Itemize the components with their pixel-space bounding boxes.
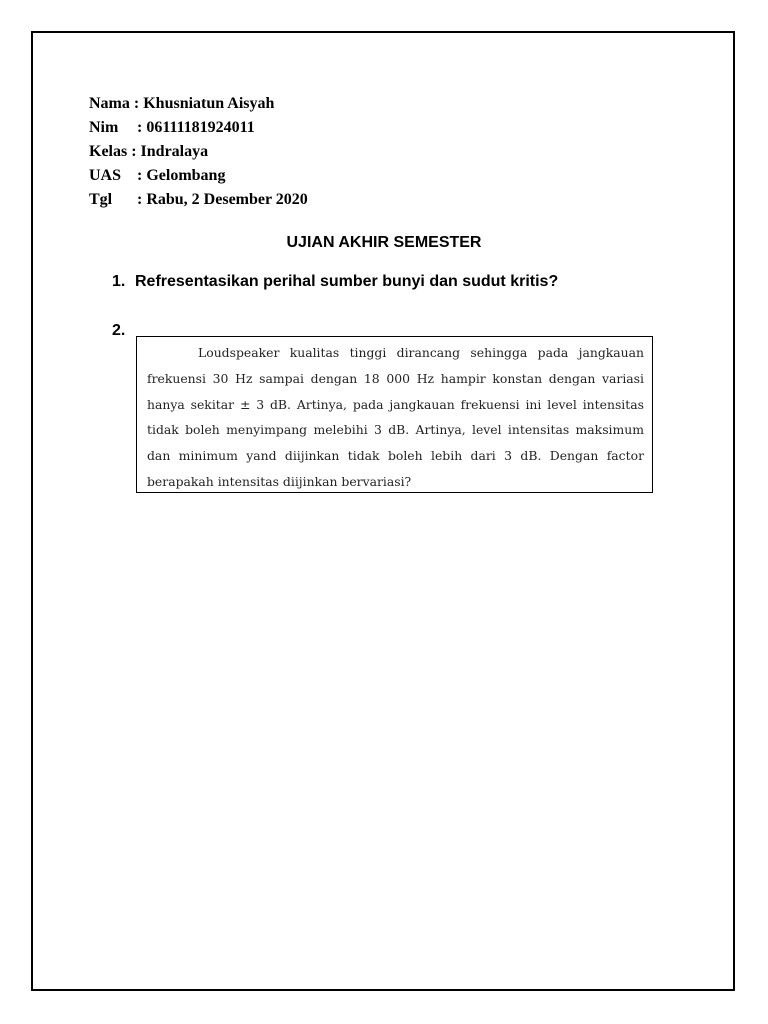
question-1 xyxy=(112,273,558,291)
info-label: Kelas xyxy=(89,143,128,160)
info-value: 06111181924011 xyxy=(146,119,255,136)
info-uas: UAS : Gelombang xyxy=(89,164,308,188)
info-nim: Nim : 06111181924011 xyxy=(89,116,308,140)
question-number: 1. xyxy=(112,273,126,290)
info-kelas: Kelas : Indralaya xyxy=(89,140,308,164)
info-label: Tgl xyxy=(89,191,113,208)
info-nama: Nama : Khusniatun Aisyah xyxy=(89,92,308,116)
question-2-number: 2. xyxy=(112,322,126,339)
info-value: Khusniatun Aisyah xyxy=(143,95,275,112)
info-label: UAS xyxy=(89,167,122,184)
question-text: Refresentasikan perihal sumber bunyi dan sudut kritis? xyxy=(135,273,559,290)
info-label: Nama xyxy=(89,95,130,112)
student-info xyxy=(89,92,308,212)
info-label: Nim xyxy=(89,119,119,136)
document-title: UJIAN AKHIR SEMESTER xyxy=(286,234,482,251)
question-2-box: Loudspeaker kualitas tinggi dirancang sehingga pada jangkauan frekuensi 30 Hz sampai dengan 18 000 Hz hampir konstan dengan variasi hanya sekitar ± 3 dB. Artinya, pada jangkauan frekuensi ini level intensitas tidak boleh menyimpang melebihi 3 dB. Artinya, level intensitas maksimum dan minimum yand diijinkan tidak boleh lebih dari 3 dB. Dengan factor berapakah intensitas diijinkan bervariasi? xyxy=(136,336,653,493)
info-tgl: Tgl : Rabu, 2 Desember 2020 xyxy=(89,188,308,212)
info-value: Indralaya xyxy=(140,143,209,160)
info-value: Gelombang xyxy=(146,167,226,184)
info-value: Rabu, 2 Desember 2020 xyxy=(146,191,308,208)
